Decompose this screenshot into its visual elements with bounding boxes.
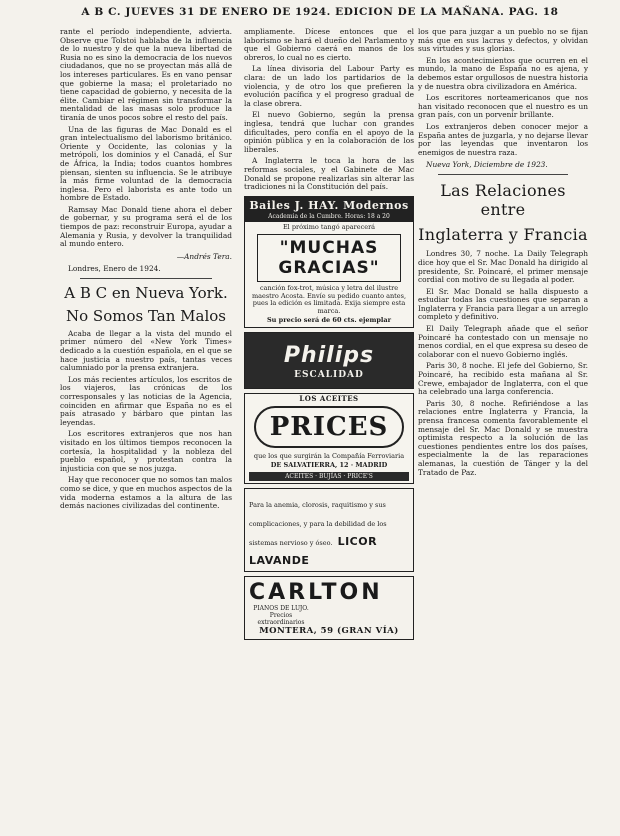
column-left (60, 28, 232, 828)
prices-line2: DE SALVATIERRA, 12 · MADRID (270, 461, 388, 470)
headline-line1: Las Relaciones entre (440, 181, 566, 220)
dateline: Londres, Enero de 1924. (68, 263, 161, 273)
ad-bailes-subtitle: Academia de la Cumbre. Horas: 18 a 20 (268, 212, 390, 220)
paragraph: En los acontecimientos que ocurren en el mundo, la mano de España no es ajena, y debemos estar orgullosos de nuestra historia y de nuestra obra civilizadora en América. (418, 55, 588, 91)
paragraph: Acaba de llegar a la vista del mundo el primer número del «New York Times» dedicado a la cuestión española, en el que se hace justicia a nuestro país, tantas veces calumniado por la prensa extranjera. (60, 328, 232, 373)
divider (80, 278, 212, 279)
licor-brand: LICOR LAVANDE (249, 535, 378, 568)
philips-logo: Philips (283, 342, 375, 368)
paragraph: Una de las figuras de Mac Donald es el gran intelectualismo del laborismo británico. Oriente y Occidente, las colonias y la metrópoli, los dominios y el Canadá, el Sur de África, la India; todos cuantos hombres piensan, sienten su influencia. Se le atribuye la más firme voluntad de la democracia inglesa. Pero el laborista es ante todo un hombre de Estado. (60, 124, 232, 203)
carlton-address: MONTERA, 59 (GRAN VÍA) (259, 626, 399, 637)
philips-sub: ESCALIDAD (294, 369, 364, 380)
paragraph: Paris 30, 8 noche. El jefe del Gobierno, Sr. Poincaré, ha recibido esta mañana al Sr. Crewe, embajador de Inglaterra, con el que ha celebrado una larga conferencia. (418, 361, 588, 397)
headline-line1: A B C en Nueva York. (64, 283, 228, 302)
paragraph: Hay que reconocer que no somos tan malos como se dice, y que en muchos aspectos de la vida moderna estamos a la altura de las demás naciones civilizadas del continente. (60, 475, 232, 511)
ad-tango-body: canción fox-trot, música y letra del ilustre maestro Acosta. Envíe su pedido cuanto antes, pues la edición es limitada. Exija siempre esta marca. (251, 284, 407, 315)
ad-bailes (244, 196, 414, 328)
ad-prices (244, 393, 414, 485)
paragraph: Paris 30, 8 noche. Refiriéndose a las relaciones entre Inglaterra y Francia, la prensa francesa comenta favorablemente el mensaje del Sr. Mac Donald y se muestra optimista respecto a la solución de las cuestiones pendientes entre los dos países, especialmente la de las reparaciones alemanas, la cuestión de Tánger y la del Tratado de Paz. (418, 398, 588, 477)
paragraph: El Sr. Mac Donald se halla dispuesto a estudiar todas las cuestiones que separan a Inglaterra y Francia para llegar a un arreglo completo y definitivo. (418, 286, 588, 322)
signature: Nueva York, Diciembre de 1923. (426, 160, 548, 170)
masthead: A B C. JUEVES 31 DE ENERO DE 1924. EDICION DE LA MAÑANA. PAG. 18 (81, 6, 559, 18)
paragraph: A Inglaterra le toca la hora de las reformas sociales, y el Gabinete de Mac Donald se propone realizarlas sin alterar las tradiciones ni la Constitución del país. (244, 156, 414, 192)
paragraph: los que para juzgar a un pueblo no se fijan más que en sus lacras y defectos, y olvidan sus virtudes y sus glorias. (418, 28, 588, 54)
ad-bailes-title: Bailes J. HAY. Modernos Academia de la Cumbre. Horas: 18 a 20 (245, 197, 413, 222)
divider (438, 174, 568, 175)
paragraph: La línea divisoria del Labour Party es clara: de un lado los partidarios de la violencia, y de otro los que prefieren la evolución pacífica y el progreso gradual de la clase obrera. (244, 64, 414, 108)
paragraph: Los extranjeros deben conocer mejor a España antes de juzgarla, y no dejarse llevar por las leyendas que inventaron los enemigos de nuestra raza. (418, 121, 588, 157)
paragraph: rante el período independiente, advierta. Observe que Tolstoi hablaba de la influencia de lo nuestro y de que la nueva libertad de Rusia no es sino la democracia de los nuevos ciudadanos, que no se proyectan más allá de los intereses particulares. Es en vano pensar que gobierne la masa; el proletariado no tiene capacidad de gobierno, y necesita de la élite. Cambiar el régimen sin transformar la mentalidad de las masas solo produce la tiranía de unos pocos sobre el resto del país. (60, 28, 232, 122)
paragraph: Los escritores norteamericanos que nos han visitado reconocen que el nuestro es un gran país, con un porvenir brillante. (418, 93, 588, 120)
prices-line1: que los que surgirán la Compañía Ferroviaria (253, 451, 405, 460)
carlton-brand: CARLTON (249, 580, 383, 606)
ad-licor (244, 488, 414, 572)
paragraph: El Daily Telegraph añade que el señor Poincaré ha contestado con un mensaje no menos cordial, en el que expresa su deseo de colaborar con el nuevo Gobierno inglés. (418, 324, 588, 359)
paragraph: Los más recientes artículos, los escritos de los viajeros, las crónicas de los corresponsales y las noticias de la Agencia, coinciden en afirmar que España no es el país atrasado y bárbaro que pintan las leyendas. (60, 374, 232, 427)
prices-brand: PRICES (254, 406, 405, 448)
ad-philips (244, 332, 414, 389)
paragraph: Londres 30, 7 noche. La Daily Telegraph dice hoy que el Sr. Mac Donald ha dirigido al presidente, Sr. Poincaré, el primer mensaje cordial con motivo de su llegada al poder. (418, 249, 588, 285)
carlton-side: PIANOS DE LUJO. Precios extraordinarios (253, 605, 309, 627)
ad-tango-top: El próximo tangó aparecerá (282, 222, 376, 231)
paragraph: Los escritores extranjeros que nos han visitado en los últimos tiempos reconocen la cortesía, la hospitalidad y la nobleza del pueblo español, y protestan contra la injusticia con que se nos juzga. (60, 429, 232, 473)
ad-carlton (244, 576, 414, 640)
ad-tango-price: Su precio será de 60 cts. ejemplar (266, 316, 392, 325)
headline-line2: Inglaterra y Francia (418, 225, 588, 245)
paragraph: ampliamente. Dícese entonces que el laborismo se hará el dueño del Parlamento y que el Gobierno caerá en manos de los obreros, lo cual no es cierto. (244, 28, 414, 62)
column-right (418, 28, 588, 828)
ad-feature-title: "MUCHAS GRACIAS" (257, 234, 401, 282)
prices-top: LOS ACEITES (299, 393, 359, 403)
licor-text: Para la anemia, clorosis, raquitismo y sus complicaciones, y para la debilidad de los sistemas nervioso y óseo. (249, 501, 387, 548)
signature: —Andrés Tera. (176, 251, 232, 261)
paragraph: Ramsay Mac Donald tiene ahora el deber de gobernar, y su programa será el de los tiempos de paz: reconstruir Europa, ayudar a Alemania y Rusia, y devolver la tranquilidad al mundo entero. (60, 204, 232, 249)
column-middle (244, 28, 414, 828)
prices-line3: ACEITES · BUJÍAS · PRICE'S (249, 472, 409, 482)
headline-line2: No Somos Tan Malos (66, 306, 226, 325)
paragraph: El nuevo Gobierno, según la prensa inglesa, tendrá que luchar con grandes dificultades, pero confía en el apoyo de la opinión pública y en la colaboración de los liberales. (244, 110, 414, 154)
